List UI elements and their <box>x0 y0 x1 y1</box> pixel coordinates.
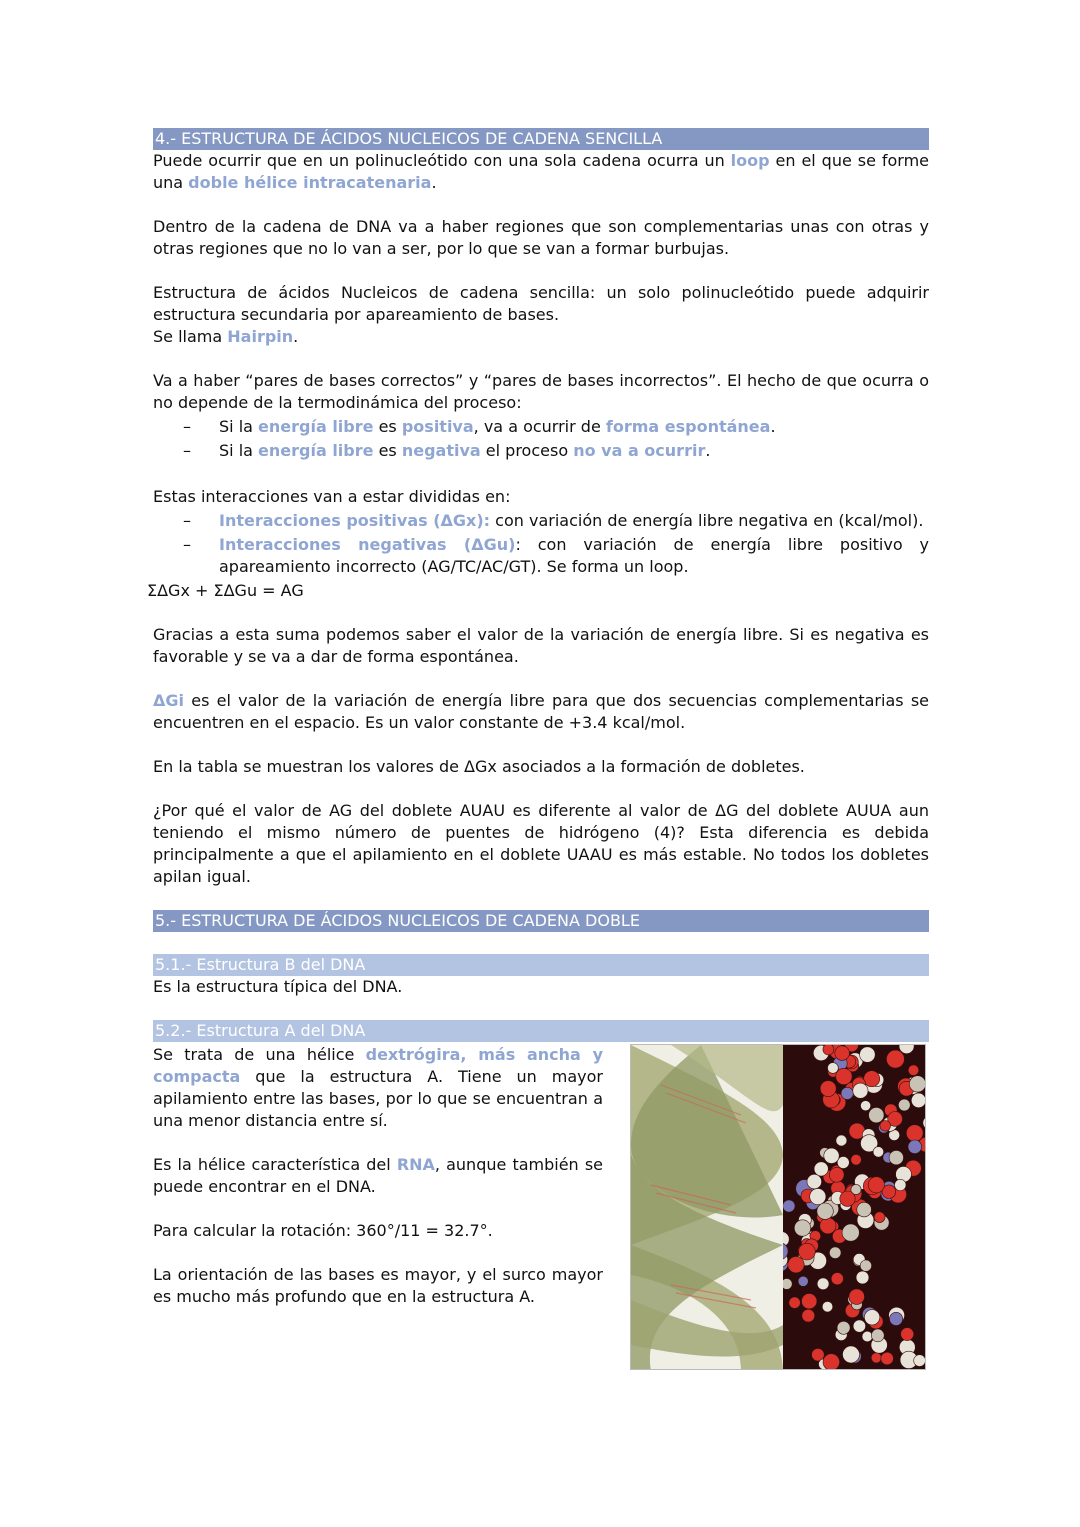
text-span: Es la hélice característica del <box>153 1155 397 1174</box>
text-span: . <box>705 441 711 460</box>
atom-sphere <box>853 1083 868 1098</box>
atom-sphere <box>822 1301 833 1312</box>
atom-sphere <box>788 1257 804 1273</box>
atom-sphere <box>871 1329 884 1342</box>
atom-sphere <box>835 1046 850 1061</box>
dna-spheres-svg <box>783 1045 925 1369</box>
atom-sphere <box>837 1157 849 1169</box>
text-span: Se trata de una hélice <box>153 1045 366 1064</box>
highlight-hairpin: Hairpin <box>227 327 294 346</box>
atom-sphere <box>836 1135 847 1146</box>
atom-sphere <box>799 1243 816 1260</box>
atom-sphere <box>861 1101 871 1111</box>
atom-sphere <box>890 1312 903 1325</box>
paragraph-orientation: La orientación de las bases es mayor, y el surco mayor es mucho más profundo que en la estructura A. <box>153 1265 603 1306</box>
atom-sphere <box>794 1220 810 1236</box>
atom-sphere <box>807 1174 822 1189</box>
atom-sphere <box>840 1191 855 1206</box>
atom-sphere <box>860 1260 871 1271</box>
text-span: Si la <box>219 417 259 436</box>
atom-sphere <box>828 1063 839 1074</box>
highlight-loop: loop <box>730 151 770 170</box>
atom-sphere <box>829 1247 841 1259</box>
paragraph-sum: Gracias a esta suma podemos saber el valor de la variación de energía libre. Si es negativa es favorable y se va a dar de forma espontánea. <box>153 625 929 666</box>
atom-sphere <box>823 1354 840 1369</box>
atom-sphere <box>911 1093 925 1108</box>
highlight-negative-interactions: Interacciones negativas (ΔGu) <box>219 535 516 554</box>
atom-sphere <box>820 1081 836 1097</box>
paragraph-single-strand: Estructura de ácidos Nucleicos de cadena sencilla: un solo polinucleótido puede adquirir estructura secundaria por apareamiento de bases. <box>153 283 929 324</box>
list-item <box>219 534 929 578</box>
text-span: . <box>770 417 776 436</box>
paragraph-table: En la tabla se muestran los valores de ΔGx asociados a la formación de dobletes. <box>153 757 805 776</box>
text-span: es <box>373 417 402 436</box>
atom-sphere <box>802 1309 815 1322</box>
atom-sphere <box>829 1167 844 1182</box>
paragraph-loop <box>153 150 929 194</box>
paragraph-delta-gi <box>153 690 929 734</box>
atom-sphere <box>841 1087 853 1099</box>
atom-sphere <box>823 1045 834 1055</box>
text-span: , aunque también se puede encontrar en el DNA. <box>153 1155 603 1196</box>
atom-sphere <box>868 1177 884 1193</box>
paragraph-hairpin <box>153 326 929 348</box>
atom-sphere <box>837 1321 850 1334</box>
highlight-spontaneous: forma espontánea <box>605 417 771 436</box>
section-4-heading: 4.- ESTRUCTURA DE ÁCIDOS NUCLEICOS DE CADENA SENCILLA <box>153 128 929 150</box>
text-span: : con variación de energía libre positivo y apareamiento incorrecto (AG/TC/AC/GT). Se forma un loop. <box>219 535 929 576</box>
dna-ribbon-svg <box>631 1045 783 1369</box>
paragraph-a-dna-helix <box>153 1044 603 1132</box>
atom-sphere <box>820 1218 836 1234</box>
atom-sphere <box>849 1289 865 1305</box>
text-span: el proceso <box>480 441 574 460</box>
atom-sphere <box>843 1346 860 1363</box>
highlight-double-helix: doble hélice intracatenaria <box>188 173 432 192</box>
atom-sphere <box>881 1352 894 1365</box>
paragraph-rotation: Para calcular la rotación: 360°/11 = 32.7°. <box>153 1221 493 1240</box>
atom-sphere <box>908 1065 919 1076</box>
paragraph-regions: Dentro de la cadena de DNA va a haber regiones que son complementarias unas con otras y otras regiones que no lo van a ser, por lo que se van a formar burbujas. <box>153 217 929 258</box>
section-5-1-heading: 5.1.- Estructura B del DNA <box>153 954 929 976</box>
atom-sphere <box>862 1331 873 1342</box>
highlight-rna: RNA <box>396 1155 435 1174</box>
atom-sphere <box>886 1050 904 1068</box>
text-span: . <box>431 173 437 192</box>
text-span: en el que se forme una <box>153 151 930 192</box>
list-item <box>219 510 929 532</box>
interactions-list <box>153 510 929 578</box>
paragraph-rna <box>153 1154 603 1198</box>
dna-helix-figure <box>630 1044 926 1370</box>
paragraph-base-pairs: Va a haber “pares de bases correctos” y “pares de bases incorrectos”. El hecho de que ocurra o no depende de la termodinámica del proceso: <box>153 371 929 412</box>
text-span: Puede ocurrir que en un polinucleótido con una sola cadena ocurra un <box>153 151 731 170</box>
atom-sphere <box>906 1125 923 1142</box>
paragraph-b-dna: Es la estructura típica del DNA. <box>153 977 403 996</box>
energy-list <box>153 416 929 462</box>
highlight-delta-gi: ΔGi <box>153 691 184 710</box>
atom-sphere <box>789 1297 800 1308</box>
text-span: es <box>373 441 402 460</box>
atom-sphere <box>853 1320 865 1332</box>
atom-sphere <box>914 1355 925 1367</box>
dna-space-filling-model <box>783 1045 925 1369</box>
a-dna-text <box>153 1044 603 1370</box>
highlight-positive-interactions: Interacciones positivas (ΔGx): <box>219 511 491 530</box>
highlight-dextrogira: dextrógira, más ancha y compacta <box>153 1045 603 1086</box>
text-span: . <box>293 327 299 346</box>
atom-sphere <box>874 1212 885 1223</box>
atom-sphere <box>901 1328 914 1341</box>
atom-sphere <box>831 1273 843 1285</box>
atom-sphere <box>817 1278 829 1290</box>
atom-sphere <box>783 1278 792 1289</box>
atom-sphere <box>898 1099 910 1111</box>
text-span: que la estructura A. Tiene un mayor apilamiento entre las bases, por lo que se encuentran a una menor distancia entre sí. <box>153 1067 603 1130</box>
text-span: Se llama <box>153 327 228 346</box>
list-item <box>219 416 929 438</box>
atom-sphere <box>908 1140 922 1154</box>
document-body <box>147 128 930 1370</box>
atom-sphere <box>860 1047 876 1063</box>
highlight-negative: negativa <box>401 441 481 460</box>
atom-sphere <box>810 1189 826 1205</box>
atom-sphere <box>824 1148 839 1163</box>
highlight-free-energy: energía libre <box>258 417 374 436</box>
atom-sphere <box>817 1203 833 1219</box>
atom-sphere <box>864 1310 879 1325</box>
atom-sphere <box>851 1154 862 1165</box>
atom-sphere <box>909 1076 925 1092</box>
text-span: con variación de energía libre negativa en (kcal/mol). <box>490 511 924 530</box>
paragraph-question: ¿Por qué el valor de AG del doblete AUAU es diferente al valor de ΔG del doblete AUUA aun teniendo el mismo número de puentes de hidrógeno (4)? Esta diferencia es debida principalmente a que el apilamiento en el doblete UAAU es más estable. No todos los dobletes apilan igual. <box>153 801 929 886</box>
atom-sphere <box>895 1179 906 1190</box>
atom-sphere <box>889 1150 903 1164</box>
atom-sphere <box>798 1276 808 1286</box>
a-dna-section <box>153 1044 929 1370</box>
section-5-2-heading: 5.2.- Estructura A del DNA <box>153 1020 929 1042</box>
text-span: , va a ocurrir de <box>473 417 606 436</box>
atom-sphere <box>857 1202 872 1217</box>
highlight-free-energy: energía libre <box>258 441 374 460</box>
atom-sphere <box>873 1147 884 1158</box>
atom-sphere <box>836 1068 852 1084</box>
text-span: Si la <box>219 441 259 460</box>
atom-sphere <box>880 1121 891 1132</box>
formula: ΣΔGx + ΣΔGu = AG <box>147 581 304 600</box>
list-item <box>219 440 929 462</box>
atom-sphere <box>814 1162 828 1176</box>
atom-sphere <box>842 1224 859 1241</box>
atom-sphere <box>871 1353 881 1363</box>
atom-sphere <box>869 1107 884 1122</box>
section-5-heading: 5.- ESTRUCTURA DE ÁCIDOS NUCLEICOS DE CADENA DOBLE <box>153 910 929 932</box>
text-span: es el valor de la variación de energía libre para que dos secuencias complementarias se encuentren en el espacio. Es un valor constante de +3.4 kcal/mol. <box>153 691 929 732</box>
highlight-will-not-occur: no va a ocurrir <box>573 441 706 460</box>
atom-sphere <box>802 1294 817 1309</box>
dna-ribbon-illustration <box>631 1045 783 1369</box>
atom-sphere <box>856 1271 869 1284</box>
highlight-positive: positiva <box>401 417 474 436</box>
atom-sphere <box>864 1071 880 1087</box>
paragraph-interactions: Estas interacciones van a estar divididas en: <box>153 487 511 506</box>
atom-sphere <box>783 1200 795 1212</box>
